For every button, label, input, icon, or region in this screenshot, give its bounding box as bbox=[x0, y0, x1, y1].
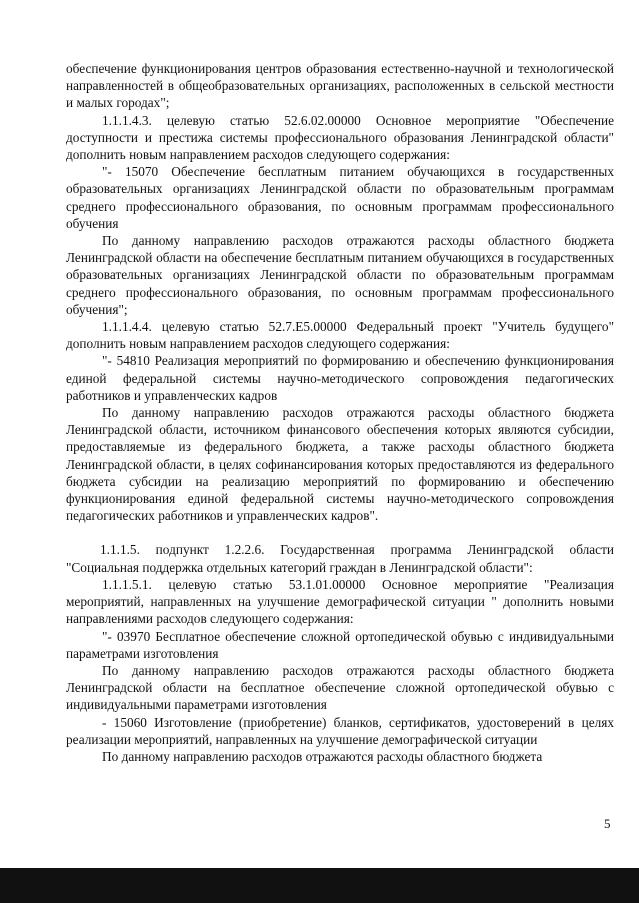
paragraph: - 15060 Изготовление (приобретение) бланков, сертификатов, удостоверений в целях реализации мероприятий, направленных на улучшение демографической ситуации bbox=[66, 714, 614, 747]
page-number: 5 bbox=[604, 816, 611, 831]
paragraph: По данному направлению расходов отражаются расходы областного бюджета bbox=[102, 748, 543, 764]
paragraph: 1.1.1.5.1. целевую статью 53.1.01.00000 Основное мероприятие "Реализация мероприятий, направленных на улучшение демографической ситуации " дополнить новыми направлениями расходов следующего содержания: bbox=[66, 576, 614, 627]
paragraph: 1.1.1.5. подпункт 1.2.2.6. Государственная программа Ленинградской области "Социальная поддержка отдельных категорий граждан в Ленинградской области": bbox=[66, 542, 614, 575]
scan-border bbox=[0, 868, 639, 903]
paragraph: 1.1.1.4.4. целевую статью 52.7.Е5.00000 Федеральный проект "Учитель будущего" дополнить новым направлением расходов следующего содержания: bbox=[66, 319, 614, 352]
paragraph: 1.1.1.4.3. целевую статью 52.6.02.00000 Основное мероприятие "Обеспечение доступности и престижа системы профессионального образования Ленинградской области" дополнить новым направлением расходов следующего содержания: bbox=[66, 112, 614, 163]
paragraph: По данному направлению расходов отражаются расходы областного бюджета Ленинградской области на бесплатное обеспечение сложной ортопедической обувью с индивидуальными параметрами изготовления bbox=[66, 662, 614, 713]
paragraph: По данному направлению расходов отражаются расходы областного бюджета Ленинградской области на обеспечение бесплатным питанием обучающихся в государственных образовательных организациях Ленинградской области по образовательным программам среднего профессионального образования, по основным программам профессионального обучения"; bbox=[66, 233, 614, 317]
paragraph: "- 15070 Обеспечение бесплатным питанием обучающихся в государственных образовательных организациях Ленинградской области по образовательным программам среднего профессионального образования, по основным программам профессионального обучения bbox=[66, 164, 614, 231]
paragraph: обеспечение функционирования центров образования естественно-научной и технологической направленностей в общеобразовательных организациях, расположенных в сельской местности и малых городах"; bbox=[66, 61, 614, 111]
paragraph: По данному направлению расходов отражаются расходы областного бюджета Ленинградской области, источником финансового обеспечения которых являются субсидии, предоставляемые из федерального бюджета, а также расходы областного бюджета Ленинградской области, в целях софинансирования которых предоставляются из федерального бюджета субсидии на реализацию мероприятий по формированию и обеспечению функционирования единой федеральной системы научно-методического сопровождения педагогических работников и управленческих кадров". bbox=[66, 405, 614, 524]
document-body bbox=[66, 60, 614, 765]
spacer bbox=[66, 524, 614, 541]
paragraph: "- 54810 Реализация мероприятий по формированию и обеспечению функционирования единой федеральной системы научно-методического сопровождения педагогических работников и управленческих кадров bbox=[66, 353, 614, 403]
paragraph: "- 03970 Бесплатное обеспечение сложной ортопедической обувью с индивидуальными параметрами изготовления bbox=[66, 628, 614, 661]
